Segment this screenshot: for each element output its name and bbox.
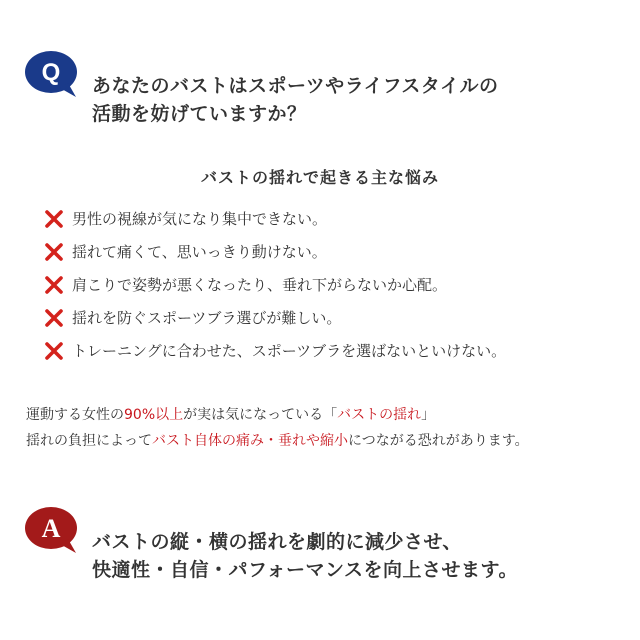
list-item <box>44 202 506 235</box>
para-text: 」 <box>421 407 436 423</box>
x-mark-icon <box>44 275 64 295</box>
para-text: につながる恐れがあります。 <box>348 433 529 449</box>
x-mark-icon <box>44 341 64 361</box>
question-line-2: 活動を妨げていますか？ <box>92 103 307 125</box>
stat-paragraph-line-2 <box>26 430 529 450</box>
worry-text: 肩こりで姿勢が悪くなったり、垂れ下がらないか心配。 <box>72 276 448 294</box>
question-heading <box>92 72 498 128</box>
worry-text: トレーニングに合わせた、スポーツブラを選ばないといけない。 <box>72 342 507 360</box>
answer-heading <box>92 528 518 584</box>
list-item <box>44 301 506 334</box>
answer-line-2: 快適性・自信・パフォーマンスを向上させます。 <box>92 559 518 581</box>
question-bubble-icon <box>24 50 82 98</box>
para-highlight: バストの揺れ <box>337 407 422 423</box>
list-item <box>44 268 506 301</box>
question-line-1: あなたのバストはスポーツやライフスタイルの <box>92 75 499 97</box>
x-mark-icon <box>44 242 64 262</box>
x-mark-icon <box>44 209 64 229</box>
x-mark-icon <box>44 308 64 328</box>
answer-line-1: バストの縦・横の揺れを劇的に減少させ、 <box>92 531 462 553</box>
list-item <box>44 235 506 268</box>
para-text: 揺れの負担によって <box>26 433 152 449</box>
answer-letter: A <box>41 514 61 543</box>
worry-text: 男性の視線が気になり集中できない。 <box>72 210 328 228</box>
question-letter: Q <box>41 59 61 86</box>
worries-list <box>44 202 506 367</box>
answer-bubble-icon <box>24 506 82 554</box>
worry-text: 揺れて痛くて、思いっきり動けない。 <box>72 243 327 261</box>
stat-paragraph-line-1 <box>26 404 435 424</box>
para-text: 運動する女性の <box>26 407 124 423</box>
list-item <box>44 334 506 367</box>
para-highlight: バスト自体の痛み・垂れや縮小 <box>152 433 348 449</box>
worry-text: 揺れを防ぐスポーツブラ選びが難しい。 <box>72 309 342 327</box>
worries-title: バストの揺れで起きる主な悩み <box>200 168 439 187</box>
para-highlight: 90%以上 <box>124 407 184 423</box>
para-text: が実は気になっている「 <box>183 407 338 423</box>
